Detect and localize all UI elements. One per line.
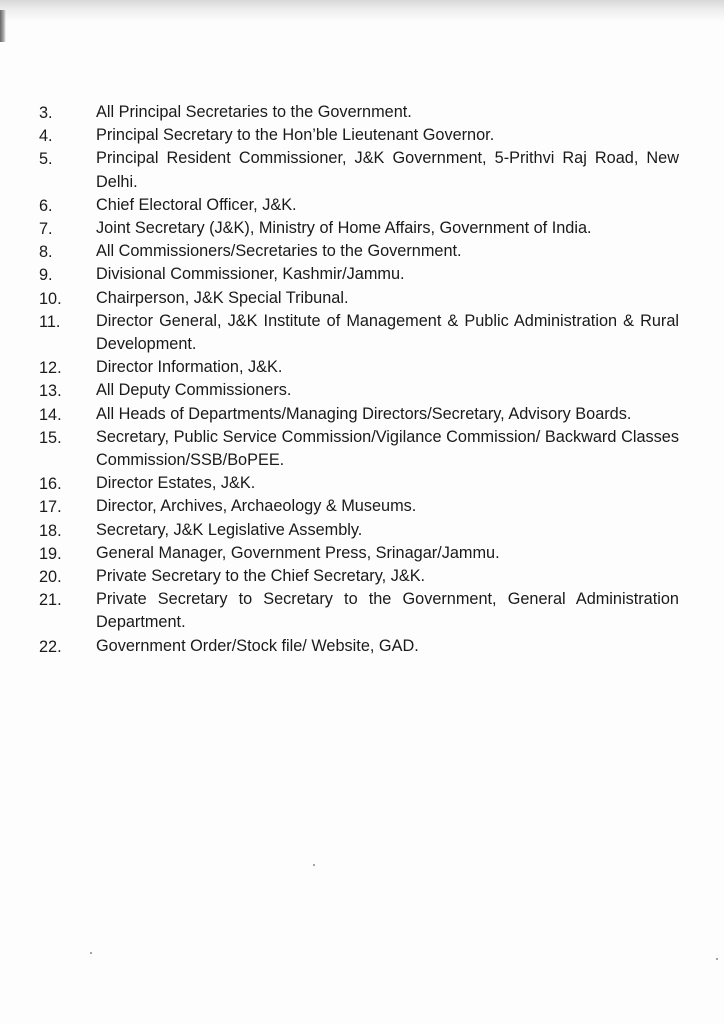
item-number: 5. (39, 150, 53, 169)
item-number: 13. (39, 382, 62, 401)
item-number: 14. (39, 405, 62, 424)
item-number: 19. (39, 544, 62, 563)
scan-corner-mark (0, 10, 6, 42)
distribution-item (0, 565, 724, 588)
item-text: All Heads of Departments/Managing Directors/Secretary, Advisory Boards. (96, 404, 632, 423)
distribution-item (0, 147, 724, 193)
item-number: 6. (39, 196, 53, 215)
distribution-item (0, 426, 724, 472)
scan-top-shadow (0, 0, 724, 22)
item-text: Chairperson, J&K Special Tribunal. (96, 288, 349, 307)
scan-speck (90, 952, 92, 954)
distribution-item (0, 542, 724, 565)
item-text: Director Information, J&K. (96, 358, 283, 377)
item-number: 10. (39, 289, 62, 308)
item-number: 18. (39, 521, 62, 540)
item-number: 21. (39, 591, 62, 610)
item-text: Private Secretary to the Chief Secretary, J&K. (96, 567, 426, 586)
item-number: 11. (39, 312, 61, 331)
item-number: 9. (39, 266, 53, 285)
item-number: 4. (39, 127, 53, 146)
item-number: 8. (39, 243, 53, 262)
distribution-item (0, 495, 724, 518)
distribution-item (0, 124, 724, 147)
item-text: Private Secretary to Secretary to the Government, General Administration Department. (96, 590, 679, 632)
distribution-item (0, 519, 724, 542)
item-text: All Deputy Commissioners. (96, 381, 292, 400)
item-text: Principal Resident Commissioner, J&K Government, 5-Prithvi Raj Road, New Delhi. (96, 149, 679, 191)
distribution-item (0, 287, 724, 310)
item-text: Chief Electoral Officer, J&K. (96, 195, 297, 214)
item-text: Director, Archives, Archaeology & Museums. (96, 497, 417, 516)
distribution-item (0, 194, 724, 217)
item-number: 12. (39, 359, 62, 378)
item-text: Divisional Commissioner, Kashmir/Jammu. (96, 265, 405, 284)
item-text: General Manager, Government Press, Srinagar/Jammu. (96, 543, 500, 562)
item-text: All Commissioners/Secretaries to the Government. (96, 242, 462, 261)
item-text: Secretary, J&K Legislative Assembly. (96, 520, 363, 539)
item-text: Government Order/Stock file/ Website, GAD. (96, 636, 419, 655)
distribution-item (0, 588, 724, 634)
scan-speck (313, 864, 315, 866)
distribution-list (0, 101, 724, 658)
distribution-item (0, 635, 724, 658)
distribution-item (0, 263, 724, 286)
item-number: 3. (39, 104, 53, 122)
distribution-item (0, 101, 724, 124)
item-text: Secretary, Public Service Commission/Vigilance Commission/ Backward Classes Commission/SSB/BoPEE. (96, 427, 679, 470)
item-text: Principal Secretary to the Hon’ble Lieutenant Governor. (96, 126, 495, 145)
distribution-item (0, 472, 724, 495)
item-number: 17. (39, 498, 62, 517)
item-text: Joint Secretary (J&K), Ministry of Home Affairs, Government of India. (96, 219, 592, 238)
item-number: 22. (39, 637, 62, 656)
item-number: 7. (39, 220, 53, 239)
item-text: Director General, J&K Institute of Management & Public Administration & Rural Development. (96, 311, 679, 354)
scan-speck (716, 958, 718, 960)
item-number: 15. (39, 428, 62, 447)
item-number: 20. (39, 568, 62, 587)
distribution-item (0, 379, 724, 402)
item-text: All Principal Secretaries to the Government. (96, 103, 412, 121)
item-number: 16. (39, 475, 62, 494)
distribution-item (0, 310, 724, 356)
distribution-item (0, 403, 724, 426)
item-text: Director Estates, J&K. (96, 474, 256, 493)
distribution-item (0, 240, 724, 263)
distribution-item (0, 217, 724, 240)
distribution-item (0, 356, 724, 379)
